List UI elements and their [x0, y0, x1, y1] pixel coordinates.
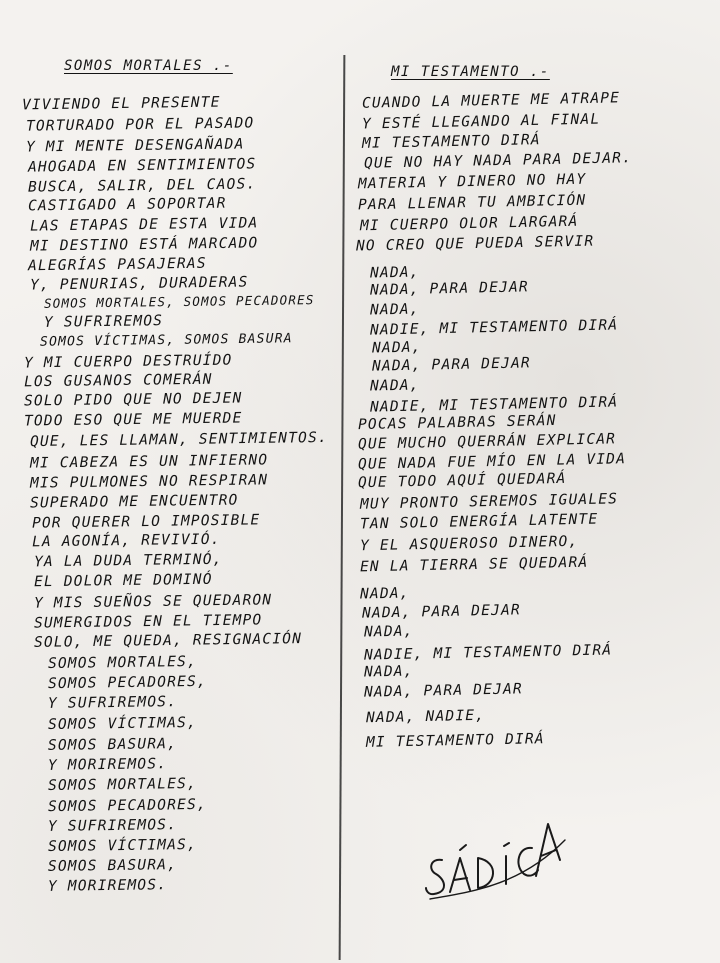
right-lyric-line: NADA,	[363, 663, 414, 681]
left-lyric-line: CASTIGADO A SOPORTAR	[27, 195, 227, 215]
right-lyric-line: NADA,	[369, 301, 420, 319]
right-lyric-line: NADA,	[369, 264, 420, 282]
left-lyric-line: SOMOS VÍCTIMAS,	[47, 836, 198, 856]
left-lyric-line: SOLO, ME QUEDA, RESIGNACIÓN	[33, 631, 303, 651]
left-lyric-line: AHOGADA EN SENTIMIENTOS	[27, 156, 257, 176]
left-lyric-line: SOMOS PECADORES,	[47, 673, 207, 693]
right-song-title: MI TESTAMENTO .-	[391, 64, 550, 80]
left-lyric-line: MI DESTINO ESTÁ MARCADO	[29, 235, 259, 255]
left-lyric-line: YA LA DUDA TERMINÓ,	[33, 551, 223, 571]
right-lyric-line: MATERIA Y DINERO NO HAY	[357, 171, 587, 193]
right-lyric-line: MI TESTAMENTO DIRÁ	[361, 132, 541, 152]
left-lyric-line: LA AGONÍA, REVIVIÓ.	[31, 531, 221, 551]
left-lyric-line: Y SUFRIREMOS.	[47, 694, 178, 712]
left-lyric-line: ALEGRÍAS PASAJERAS	[27, 255, 207, 275]
left-lyric-line: TORTURADO POR EL PASADO	[25, 115, 255, 135]
left-lyric-line: SOMOS BASURA,	[47, 857, 178, 875]
left-lyric-line: SOMOS BASURA,	[47, 736, 178, 754]
right-lyric-line: EN LA TIERRA SE QUEDARÁ	[359, 554, 589, 576]
right-lyric-line: Y EL ASQUEROSO DINERO,	[359, 533, 579, 555]
left-lyric-line: LOS GUSANOS COMERÁN	[23, 371, 213, 391]
right-lyric-line: NADA, NADIE,	[365, 707, 486, 727]
right-lyric-line: NADIE, MI TESTAMENTO DIRÁ	[369, 317, 619, 339]
right-lyric-line: QUE TODO AQUÍ QUEDARÁ	[357, 470, 567, 492]
left-lyric-line: SUMERGIDOS EN EL TIEMPO	[33, 612, 263, 632]
left-lyric-line: LAS ETAPAS DE ESTA VIDA	[29, 215, 259, 235]
right-lyric-line: NADA, PARA DEJAR	[361, 602, 522, 622]
left-lyric-line: MI CABEZA ES UN INFIERNO	[29, 452, 269, 472]
left-lyric-line: Y MIS SUEÑOS SE QUEDARON	[33, 592, 273, 612]
right-lyric-line: POCAS PALABRAS SERÁN	[357, 412, 557, 434]
left-lyric-line: Y MORIREMOS.	[47, 756, 168, 774]
signature-image	[420, 800, 570, 900]
right-lyric-line: NO CREO QUE PUEDA SERVIR	[355, 233, 595, 255]
left-lyric-line: POR QUERER LO IMPOSIBLE	[31, 512, 261, 532]
left-lyric-line: MIS PULMONES NO RESPIRAN	[29, 472, 269, 492]
left-song-title: SOMOS MORTALES .-	[64, 58, 233, 74]
right-lyric-line: MI CUERPO OLOR LARGARÁ	[359, 213, 579, 235]
left-lyric-line: SUPERADO ME ENCUENTRO	[29, 492, 239, 512]
left-lyric-line: SOMOS VÍCTIMAS, SOMOS BASURA	[39, 331, 293, 350]
right-lyric-line: QUE NO HAY NADA PARA DEJAR.	[363, 150, 633, 172]
left-lyric-line: QUE, LES LLAMAN, SENTIMIENTOS.	[29, 429, 329, 451]
right-lyric-line: QUE NADA FUE MÍO EN LA VIDA	[357, 451, 627, 473]
right-lyric-line: PARA LLENAR TU AMBICIÓN	[357, 192, 587, 214]
right-lyric-line: QUE MUCHO QUERRÁN EXPLICAR	[357, 431, 617, 453]
right-lyric-line: MI TESTAMENTO DIRÁ	[365, 731, 545, 751]
left-lyric-line: BUSCA, SALIR, DEL CAOS.	[27, 176, 257, 196]
left-lyric-line: SOLO PIDO QUE NO DEJEN	[23, 390, 243, 410]
left-lyric-line: VIVIENDO EL PRESENTE	[21, 94, 221, 114]
right-lyric-line: NADA,	[363, 623, 414, 641]
left-lyric-line: Y MI MENTE DESENGAÑADA	[25, 136, 245, 156]
right-lyric-line: NADIE, MI TESTAMENTO DIRÁ	[369, 394, 619, 416]
right-lyric-line: NADA,	[359, 585, 410, 603]
right-lyric-line: NADA,	[371, 339, 422, 357]
right-lyric-line: NADA, PARA DEJAR	[369, 279, 530, 299]
left-lyric-line: Y, PENURIAS, DURADERAS	[29, 274, 249, 294]
right-lyric-line: NADA, PARA DEJAR	[371, 355, 532, 375]
right-lyric-line: MUY PRONTO SEREMOS IGUALES	[359, 491, 619, 513]
right-lyric-line: CUANDO LA MUERTE ME ATRAPE	[361, 90, 621, 112]
right-lyric-line: NADIE, MI TESTAMENTO DIRÁ	[363, 642, 613, 664]
left-lyric-line: SOMOS MORTALES,	[47, 775, 198, 795]
left-lyric-line: TODO ESO QUE ME MUERDE	[23, 410, 243, 430]
left-lyric-line: SOMOS VÍCTIMAS,	[47, 714, 198, 734]
left-lyric-line: EL DOLOR ME DOMINÓ	[33, 571, 213, 591]
left-lyric-line: Y MI CUERPO DESTRUÍDO	[23, 352, 233, 372]
left-lyric-line: SOMOS MORTALES,	[47, 653, 198, 673]
left-lyric-line: SOMOS PECADORES,	[47, 796, 207, 816]
left-lyric-line: Y SUFRIREMOS	[43, 313, 164, 331]
left-lyric-line: Y SUFRIREMOS.	[47, 817, 178, 835]
right-lyric-line: NADA, PARA DEJAR	[363, 681, 524, 701]
right-lyric-line: TAN SOLO ENERGÍA LATENTE	[359, 511, 599, 533]
right-lyric-line: Y ESTÉ LLEGANDO AL FINAL	[361, 111, 601, 133]
left-lyric-line: Y MORIREMOS.	[47, 877, 168, 895]
right-lyric-line: NADA,	[369, 377, 420, 395]
left-lyric-line: SOMOS MORTALES, SOMOS PECADORES	[43, 292, 315, 311]
